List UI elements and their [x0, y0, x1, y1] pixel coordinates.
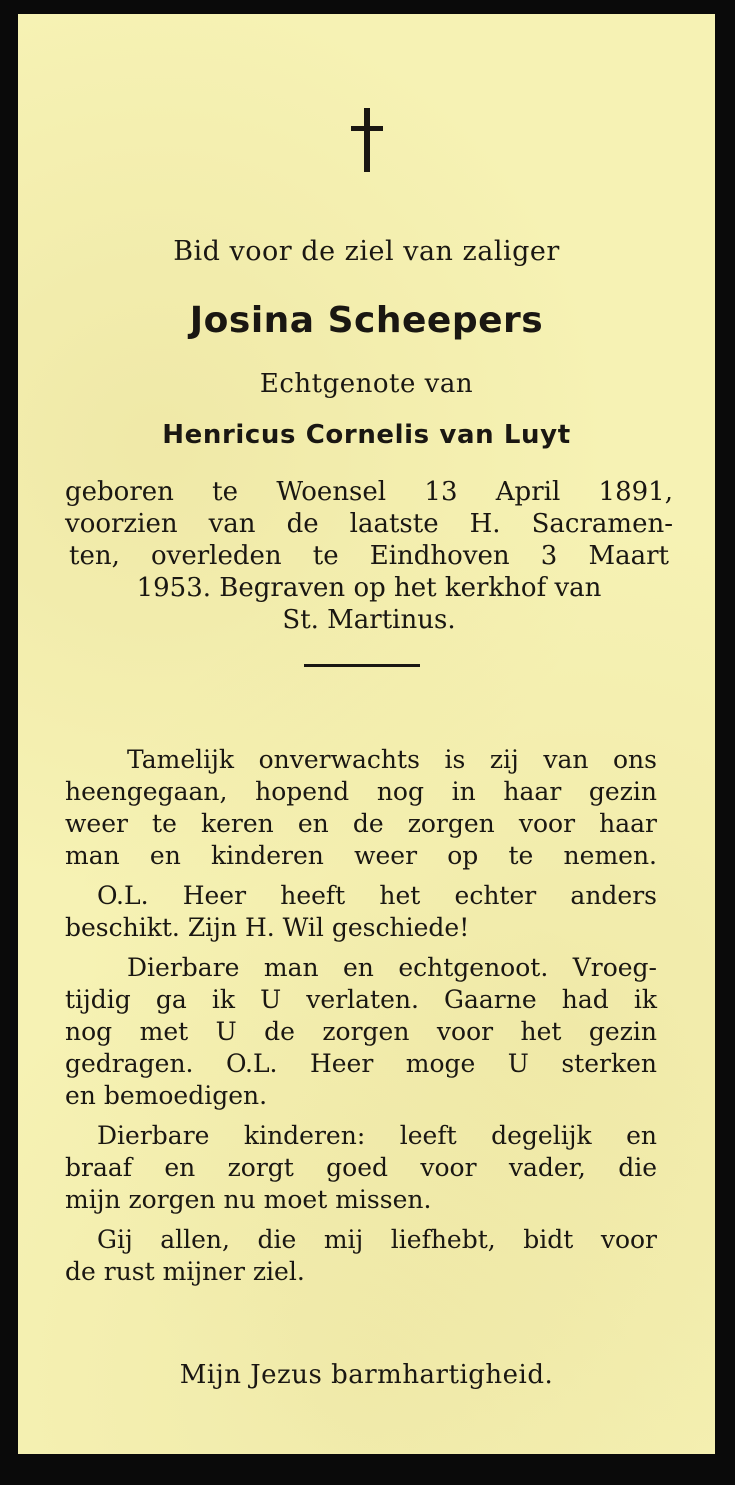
paragraph — [65, 744, 657, 872]
bio-line: geboren te Woensel 13 April 1891, — [65, 477, 673, 507]
text-line: en bemoedigen. — [65, 1081, 268, 1110]
text-line: weer te keren en de zorgen voor haar — [65, 809, 657, 838]
text-line: beschikt. Zijn H. Wil geschiede! — [65, 913, 470, 942]
closing-prayer: Mijn Jezus barmhartigheid. — [179, 1360, 554, 1390]
deceased-name: Josina Scheepers — [189, 300, 544, 341]
cross-icon-svg — [347, 106, 387, 176]
text-line: de rust mijner ziel. — [65, 1257, 305, 1286]
spouse-label: Echtgenote van — [259, 369, 474, 399]
bio-line: 1953. Begraven op het kerkhof van — [136, 573, 602, 603]
paragraph — [65, 952, 657, 1112]
biography — [65, 476, 673, 636]
divider — [304, 664, 420, 667]
text-line: mijn zorgen nu moet missen. — [65, 1185, 432, 1214]
prayer-intro: Bid voor de ziel van zaliger — [173, 236, 560, 267]
text-line: tijdig ga ik U verlaten. Gaarne had ik — [65, 985, 657, 1014]
text-line: braaf en zorgt goed voor vader, die — [65, 1153, 657, 1182]
text-line: man en kinderen weer op te nemen. — [65, 841, 657, 870]
paragraph — [65, 1224, 657, 1288]
text-line: O.L. Heer heeft het echter anders — [97, 881, 657, 910]
bio-line: St. Martinus. — [282, 605, 456, 635]
text-line: Dierbare man en echtgenoot. Vroeg- — [127, 953, 657, 982]
cross-icon — [18, 106, 715, 176]
paragraph — [65, 1120, 657, 1216]
text-line: Gij allen, die mij liefhebt, bidt voor — [97, 1225, 657, 1254]
text-line: nog met U de zorgen voor het gezin — [65, 1017, 657, 1046]
text-line: Dierbare kinderen: leeft degelijk en — [97, 1121, 657, 1150]
text-line: Tamelijk onverwachts is zij van ons — [127, 745, 657, 774]
bio-line: ten, overleden te Eindhoven 3 Maart — [69, 541, 669, 571]
text-line: heengegaan, hopend nog in haar gezin — [65, 777, 657, 806]
text-line: gedragen. O.L. Heer moge U sterken — [65, 1049, 657, 1078]
bio-line: voorzien van de laatste H. Sacramen- — [65, 509, 673, 539]
memorial-text — [65, 744, 657, 1296]
memorial-card — [18, 14, 715, 1454]
paragraph — [65, 880, 657, 944]
spouse-name: Henricus Cornelis van Luyt — [162, 420, 571, 450]
